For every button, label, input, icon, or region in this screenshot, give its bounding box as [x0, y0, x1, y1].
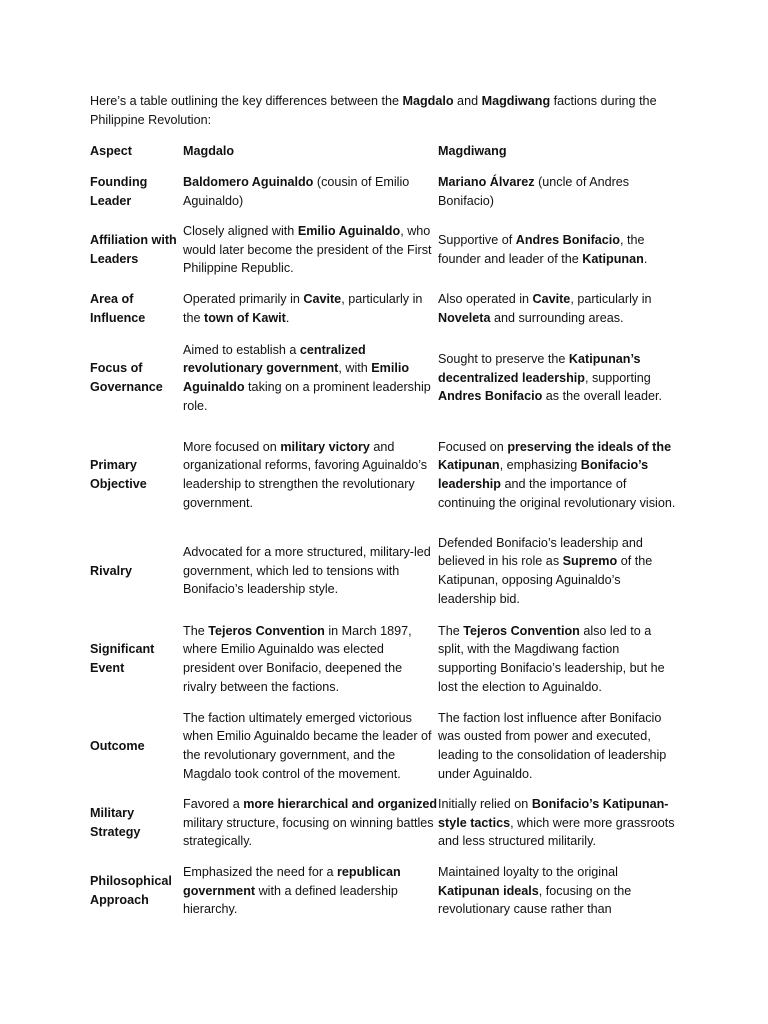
magdalo-cell [183, 863, 438, 919]
text-run: (cousin of Emilio Aguinaldo) [183, 175, 410, 208]
bold-text: Cavite [532, 292, 571, 307]
bold-text: Mariano Álvarez [438, 175, 535, 190]
bold-text: Tejeros Convention [208, 623, 325, 638]
magdiwang-cell [438, 622, 678, 696]
aspect-cell: Affiliation with Leaders [90, 233, 177, 266]
text-run: , focusing on the revolutionary cause rather than [438, 883, 632, 917]
table-row [90, 339, 690, 417]
text-run: and the importance of continuing the original revolutionary vision. [438, 477, 676, 510]
bold-text: Tejeros Convention [463, 623, 580, 638]
magdiwang-cell [438, 863, 678, 919]
intro-paragraph [90, 92, 680, 129]
text-run: , particularly in [570, 292, 652, 307]
text-run: Emphasized the need for a [183, 865, 338, 880]
bold-text: preserving the ideals of the Katipunan [438, 439, 672, 473]
aspect-cell: Founding Leader [90, 175, 148, 208]
table-row [90, 620, 690, 698]
text-run: . [643, 252, 648, 266]
text-run: More focused on [183, 439, 281, 454]
text-run: as the overall leader. [542, 389, 662, 404]
text-run: The faction lost influence after Bonifacio was ousted from power and executed, leading to the consolidation of leadership under Aguinaldo. [438, 710, 667, 781]
aspect-cell: Military Strategy [90, 806, 141, 839]
bold-text: Andres Bonifacio [438, 389, 543, 404]
bold-text: Katipunan ideals [438, 883, 539, 898]
bold-text: Katipunan [582, 252, 644, 266]
table-row [90, 221, 690, 279]
bold-text: Andres Bonifacio [515, 233, 620, 248]
header-magdalo: Magdalo [183, 144, 235, 158]
text-run: , particularly in the [183, 292, 423, 325]
text-run: , the founder and leader of the [438, 233, 645, 266]
bold-text: Katipunan’s decentralized leadership [438, 352, 641, 385]
bold-text: Bonifacio’s leadership [438, 458, 649, 491]
text-run: Advocated for a more structured, military-led government, which led to tensions with Bonifacio’s leadership style. [183, 545, 431, 597]
magdalo-cell [183, 290, 438, 327]
bold-text: centralized revolutionary government [183, 342, 366, 376]
table-row [90, 532, 690, 610]
bold-text: Baldomero Aguinaldo [183, 175, 314, 190]
bold-text: Supremo [562, 554, 618, 569]
text-run: , which were more grassroots and less structured militarily. [438, 815, 675, 849]
text-run: and surrounding areas. [490, 311, 624, 325]
bold-text: Emilio Aguinaldo [183, 361, 410, 394]
magdalo-cell [183, 438, 438, 512]
text-run: Here’s a table outlining the key differences between the [90, 94, 403, 108]
magdalo-cell [183, 709, 438, 783]
table-row [90, 794, 690, 852]
text-run: Focused on [438, 439, 508, 454]
bold-text: republican government [183, 865, 401, 898]
text-run: Defended Bonifacio’s leadership and believed in his role as [438, 535, 643, 569]
bold-text: Noveleta [438, 311, 491, 325]
magdalo-cell [183, 543, 438, 599]
bold-text: Magdiwang [481, 94, 551, 108]
table-row [90, 427, 690, 523]
magdiwang-cell [438, 534, 678, 608]
text-run: , who would later become the president of the First Philippine Republic. [183, 224, 432, 276]
text-run: The faction ultimately emerged victorious when Emilio Aguinaldo became the leader of the revolutionary government, and the Magdalo took control of the movement. [183, 710, 432, 781]
header-magdiwang: Magdiwang [438, 144, 507, 158]
text-run: The [183, 623, 209, 638]
text-run: Also operated in [438, 292, 533, 307]
bold-text: military victory [280, 439, 370, 454]
header-aspect: Aspect [90, 144, 132, 158]
text-run: , supporting [584, 370, 651, 385]
bold-text: Cavite [303, 292, 342, 307]
magdiwang-cell [438, 709, 678, 783]
table-row [90, 172, 690, 212]
magdalo-cell [183, 795, 438, 851]
text-run: Supportive of [438, 233, 516, 248]
magdiwang-cell [438, 350, 678, 406]
aspect-cell: Area of Influence [90, 292, 146, 325]
magdiwang-cell [438, 795, 678, 851]
aspect-cell: Philosophical Approach [90, 874, 172, 907]
bold-text: more hierarchical and organized [243, 797, 438, 812]
text-run: Operated primarily in [183, 292, 304, 307]
magdalo-cell [183, 173, 438, 210]
aspect-cell: Significant Event [90, 642, 155, 675]
magdiwang-cell [438, 290, 678, 327]
aspect-cell: Rivalry [90, 563, 133, 578]
table-row [90, 289, 690, 329]
magdiwang-cell [438, 438, 678, 512]
text-run: , with [338, 361, 372, 376]
magdalo-cell [183, 222, 438, 278]
text-run: and organizational reforms, favoring Aguinaldo’s leadership to strengthen the revolutionary government. [183, 439, 428, 510]
bold-text: Bonifacio’s Katipunan-style tactics [438, 797, 669, 830]
text-run: Aimed to establish a [183, 342, 300, 357]
magdiwang-cell [438, 231, 678, 268]
text-run: . [285, 311, 290, 325]
text-run: of the Katipunan, opposing Aguinaldo’s leadership bid. [438, 554, 653, 606]
table-row [90, 862, 690, 920]
aspect-cell: Outcome [90, 738, 145, 753]
bold-text: Emilio Aguinaldo [297, 224, 401, 239]
table-header [90, 142, 690, 161]
bold-text: Magdalo [402, 94, 454, 108]
magdalo-cell [183, 341, 438, 415]
text-run: The [438, 623, 464, 638]
text-run: Maintained loyalty to the original [438, 865, 618, 880]
aspect-cell: Primary Objective [90, 458, 147, 491]
magdalo-cell [183, 622, 438, 696]
text-run: Closely aligned with [183, 224, 298, 239]
bold-text: town of Kawit [204, 311, 286, 325]
text-run: in March 1897, where Emilio Aguinaldo was elected president over Bonifacio, deepened the rivalry between the factions. [183, 623, 412, 694]
text-run: factions during the Philippine Revolution: [90, 94, 657, 127]
text-run: military structure, focusing on winning battles strategically. [183, 815, 434, 849]
text-run: Favored a [183, 797, 244, 812]
text-run: Sought to preserve the [438, 352, 569, 367]
text-run: (uncle of Andres Bonifacio) [438, 175, 630, 208]
magdiwang-cell [438, 173, 678, 210]
aspect-cell: Focus of Governance [90, 361, 163, 394]
text-run: also led to a split, with the Magdiwang faction supporting Bonifacio’s leadership, but he lost the election to Aguinaldo. [438, 623, 665, 694]
table-row [90, 707, 690, 785]
text-run: taking on a prominent leadership role. [183, 380, 431, 413]
text-run: Initially relied on [438, 797, 532, 812]
text-run: and [453, 94, 482, 108]
text-run: , emphasizing [499, 458, 581, 473]
text-run: with a defined leadership hierarchy. [183, 883, 398, 917]
